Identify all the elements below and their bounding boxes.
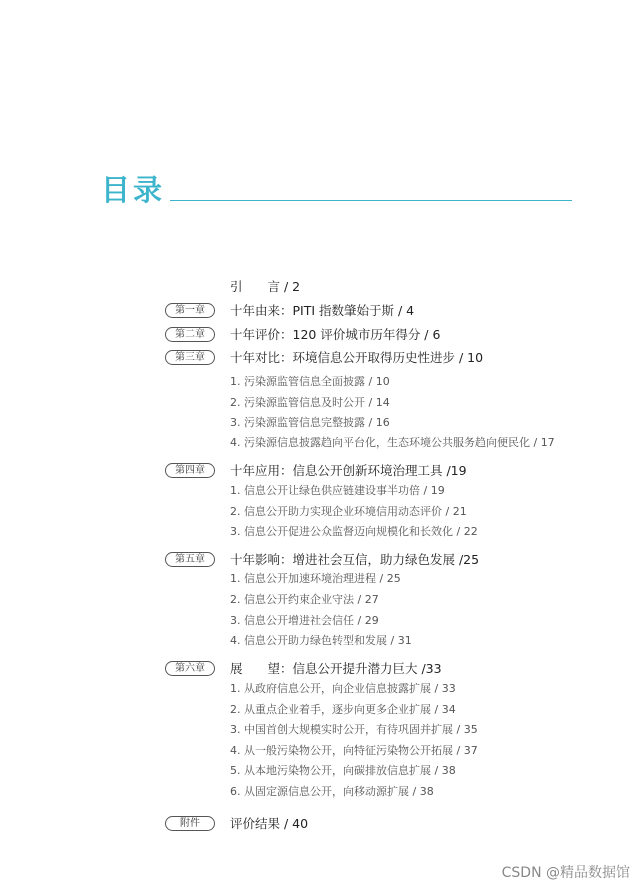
toc-chapter-title[interactable]: 展 望：信息公开提升潜力巨大 /33 — [230, 661, 442, 676]
watermark: CSDN @精品数据馆 — [501, 865, 630, 881]
chapter-badge: 第四章 — [165, 463, 215, 478]
appendix-badge: 附件 — [165, 816, 215, 831]
toc-section-item[interactable]: 4. 从一般污染物公开，向特征污染物公开拓展 / 37 — [230, 744, 478, 757]
toc-section-item[interactable]: 1. 从政府信息公开，向企业信息披露扩展 / 33 — [230, 682, 456, 695]
toc-chapter-title[interactable]: 十年影响：增进社会互信，助力绿色发展 /25 — [230, 552, 480, 567]
toc-section-item[interactable]: 1. 污染源监管信息全面披露 / 10 — [230, 375, 390, 388]
chapter-badge: 第三章 — [165, 350, 215, 365]
toc-section-item[interactable]: 6. 从固定源信息公开，向移动源扩展 / 38 — [230, 785, 434, 798]
toc-section-item[interactable]: 2. 从重点企业着手，逐步向更多企业扩展 / 34 — [230, 703, 456, 716]
toc-chapter-title[interactable]: 十年评价：120 评价城市历年得分 / 6 — [230, 327, 441, 342]
toc-section-item[interactable]: 2. 信息公开助力实现企业环境信用动态评价 / 21 — [230, 505, 467, 518]
toc-section-item[interactable]: 3. 污染源监管信息完整披露 / 16 — [230, 416, 390, 429]
toc-section-item[interactable]: 5. 从本地污染物公开，向碳排放信息扩展 / 38 — [230, 764, 456, 777]
toc-section-item[interactable]: 4. 污染源信息披露趋向平台化，生态环境公共服务趋向便民化 / 17 — [230, 436, 555, 449]
toc-chapter-title[interactable]: 评价结果 / 40 — [230, 816, 309, 831]
chapter-badge: 第二章 — [165, 327, 215, 342]
chapter-badge: 第一章 — [165, 303, 215, 318]
toc-chapter-title[interactable]: 十年对比：环境信息公开取得历史性进步 / 10 — [230, 350, 484, 365]
page-title: 目录 — [101, 173, 166, 207]
chapter-badge: 第五章 — [165, 552, 215, 567]
toc-chapter-title[interactable]: 十年应用：信息公开创新环境治理工具 /19 — [230, 463, 467, 478]
toc-section-item[interactable]: 3. 信息公开促进公众监督迈向规模化和长效化 / 22 — [230, 525, 478, 538]
toc-section-item[interactable]: 4. 信息公开助力绿色转型和发展 / 31 — [230, 634, 412, 647]
toc-section-item[interactable]: 2. 污染源监管信息及时公开 / 14 — [230, 396, 390, 409]
toc-section-item[interactable]: 3. 中国首创大规模实时公开，有待巩固并扩展 / 35 — [230, 723, 478, 736]
toc-intro[interactable]: 引 言 / 2 — [230, 279, 301, 294]
toc-section-item[interactable]: 1. 信息公开加速环境治理进程 / 25 — [230, 572, 401, 585]
toc-section-item[interactable]: 2. 信息公开约束企业守法 / 27 — [230, 593, 379, 606]
toc-section-item[interactable]: 1. 信息公开让绿色供应链建设事半功倍 / 19 — [230, 484, 445, 497]
chapter-badge: 第六章 — [165, 661, 215, 676]
toc-chapter-title[interactable]: 十年由来：PITI 指数肇始于斯 / 4 — [230, 303, 415, 318]
toc-section-item[interactable]: 3. 信息公开增进社会信任 / 29 — [230, 614, 379, 627]
